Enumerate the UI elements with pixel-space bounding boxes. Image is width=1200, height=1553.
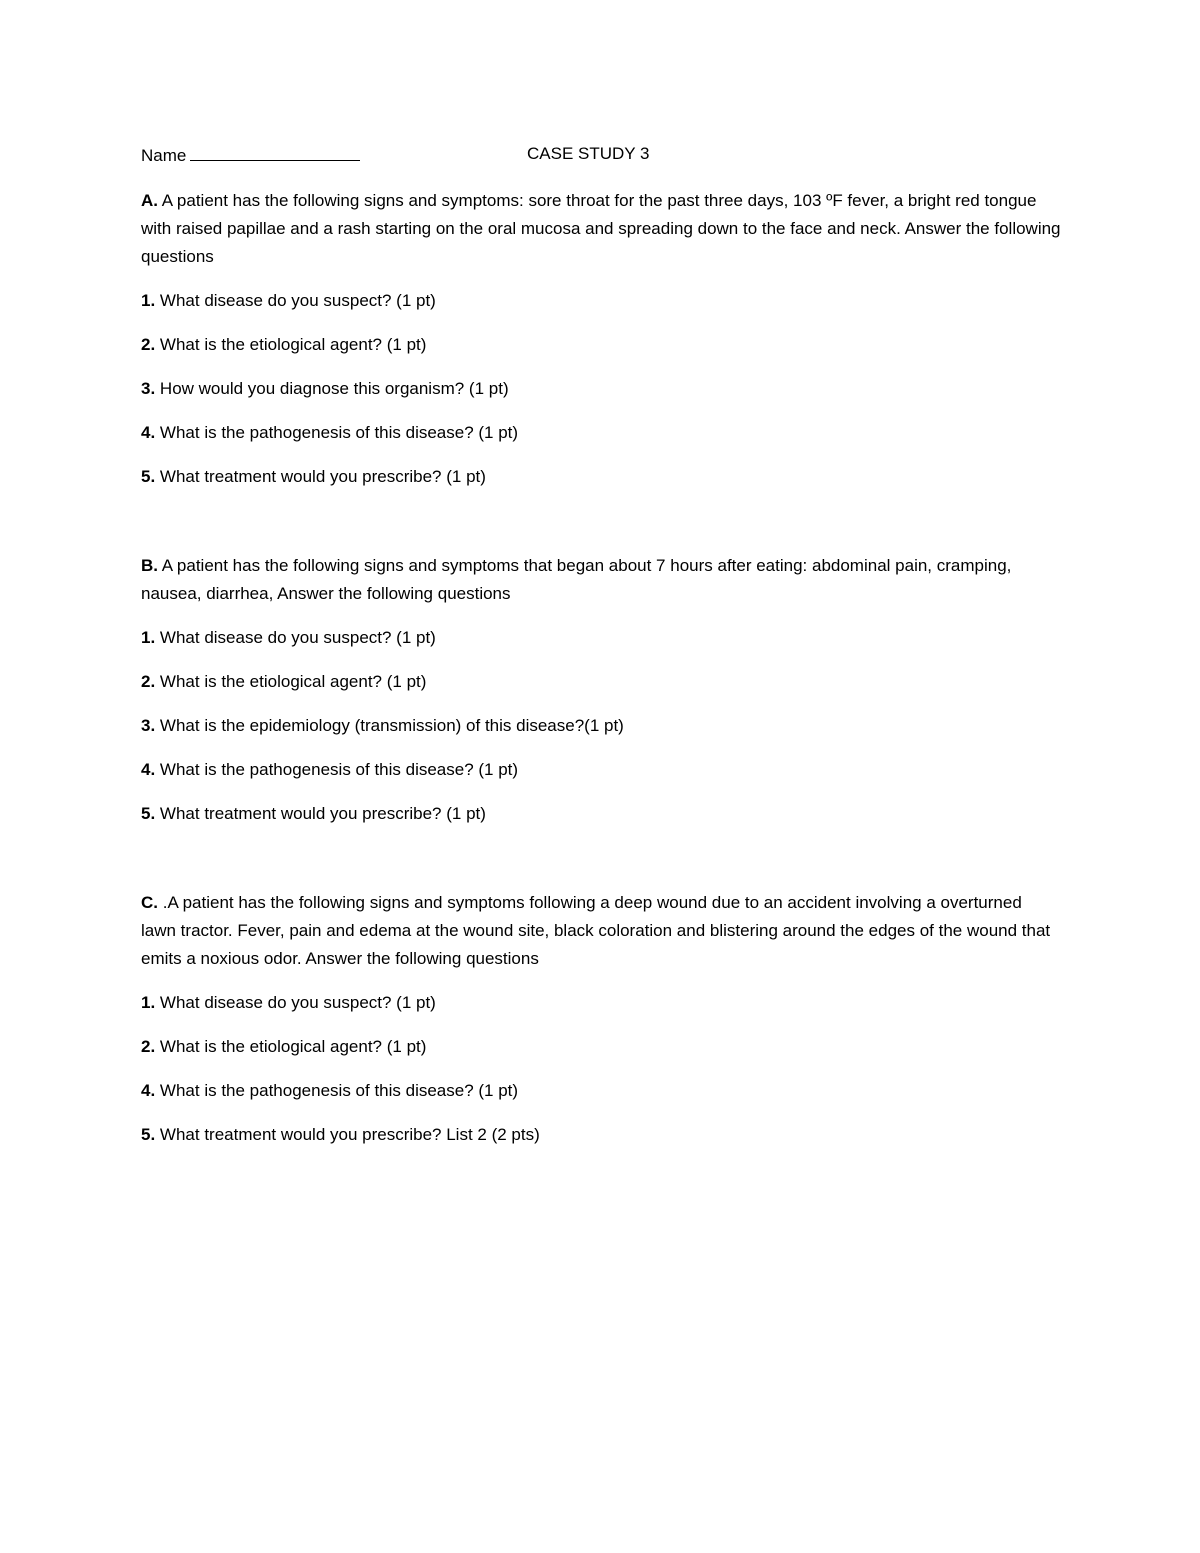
- case-intro-text: .A patient has the following signs and symptoms following a deep wound due to an accident involving a overturned lawn tractor. Fever, pain and edema at the wound site, black coloration and blistering around the edges of the wound that emits a noxious odor. Answer the following questions: [141, 893, 1051, 968]
- question-item: [141, 1121, 1061, 1165]
- header: [141, 144, 1041, 170]
- question-number: 1.: [141, 628, 156, 647]
- question-item: [141, 989, 1061, 1033]
- question-item: [141, 624, 1061, 668]
- question-text: What treatment would you prescribe? (1 pt): [159, 467, 486, 486]
- question-number: 3.: [141, 379, 156, 398]
- name-blank-line: [190, 144, 360, 161]
- question-item: [141, 712, 1061, 756]
- case-intro: [141, 187, 1061, 271]
- question-number: 5.: [141, 467, 156, 486]
- case-section-b: [141, 552, 1061, 844]
- question-text: What disease do you suspect? (1 pt): [159, 993, 436, 1012]
- question-item: [141, 800, 1061, 844]
- question-text: What is the etiological agent? (1 pt): [159, 335, 427, 354]
- question-item: [141, 463, 1061, 507]
- section-letter: B.: [141, 556, 158, 575]
- question-text: What disease do you suspect? (1 pt): [159, 291, 436, 310]
- question-number: 5.: [141, 1125, 156, 1144]
- case-intro: [141, 552, 1061, 608]
- question-text: How would you diagnose this organism? (1 pt): [159, 379, 509, 398]
- case-intro-text: A patient has the following signs and symptoms: sore throat for the past three days, 103 ºF fever, a bright red tongue with raised papillae and a rash starting on the oral mucosa and spreading down to the face and neck. Answer the following questions: [141, 191, 1061, 266]
- question-text: What is the pathogenesis of this disease? (1 pt): [159, 760, 519, 779]
- question-text: What is the pathogenesis of this disease? (1 pt): [159, 423, 519, 442]
- question-text: What is the etiological agent? (1 pt): [159, 1037, 427, 1056]
- page-title: CASE STUDY 3: [527, 144, 650, 163]
- case-intro-text: A patient has the following signs and symptoms that began about 7 hours after eating: abdominal pain, cramping, nausea, diarrhea, Answer the following questions: [141, 556, 1012, 603]
- question-number: 2.: [141, 672, 156, 691]
- question-number: 4.: [141, 1081, 156, 1100]
- question-number: 3.: [141, 716, 156, 735]
- question-item: [141, 331, 1061, 375]
- question-text: What is the etiological agent? (1 pt): [159, 672, 427, 691]
- section-letter: C.: [141, 893, 158, 912]
- case-section-a: [141, 187, 1061, 507]
- name-label: Name: [141, 146, 187, 165]
- question-item: [141, 1033, 1061, 1077]
- question-number: 1.: [141, 291, 156, 310]
- question-item: [141, 756, 1061, 800]
- name-field: [141, 144, 360, 166]
- section-letter: A.: [141, 191, 158, 210]
- question-item: [141, 1077, 1061, 1121]
- question-number: 2.: [141, 335, 156, 354]
- question-item: [141, 668, 1061, 712]
- case-intro: [141, 889, 1061, 973]
- question-number: 2.: [141, 1037, 156, 1056]
- question-text: What treatment would you prescribe? (1 pt): [159, 804, 486, 823]
- question-text: What is the epidemiology (transmission) of this disease?(1 pt): [159, 716, 624, 735]
- question-item: [141, 375, 1061, 419]
- question-number: 4.: [141, 423, 156, 442]
- question-text: What disease do you suspect? (1 pt): [159, 628, 436, 647]
- case-section-c: [141, 889, 1061, 1165]
- question-number: 5.: [141, 804, 156, 823]
- question-text: What treatment would you prescribe? List 2 (2 pts): [159, 1125, 540, 1144]
- question-text: What is the pathogenesis of this disease? (1 pt): [159, 1081, 519, 1100]
- question-item: [141, 287, 1061, 331]
- question-item: [141, 419, 1061, 463]
- question-number: 4.: [141, 760, 156, 779]
- question-number: 1.: [141, 993, 156, 1012]
